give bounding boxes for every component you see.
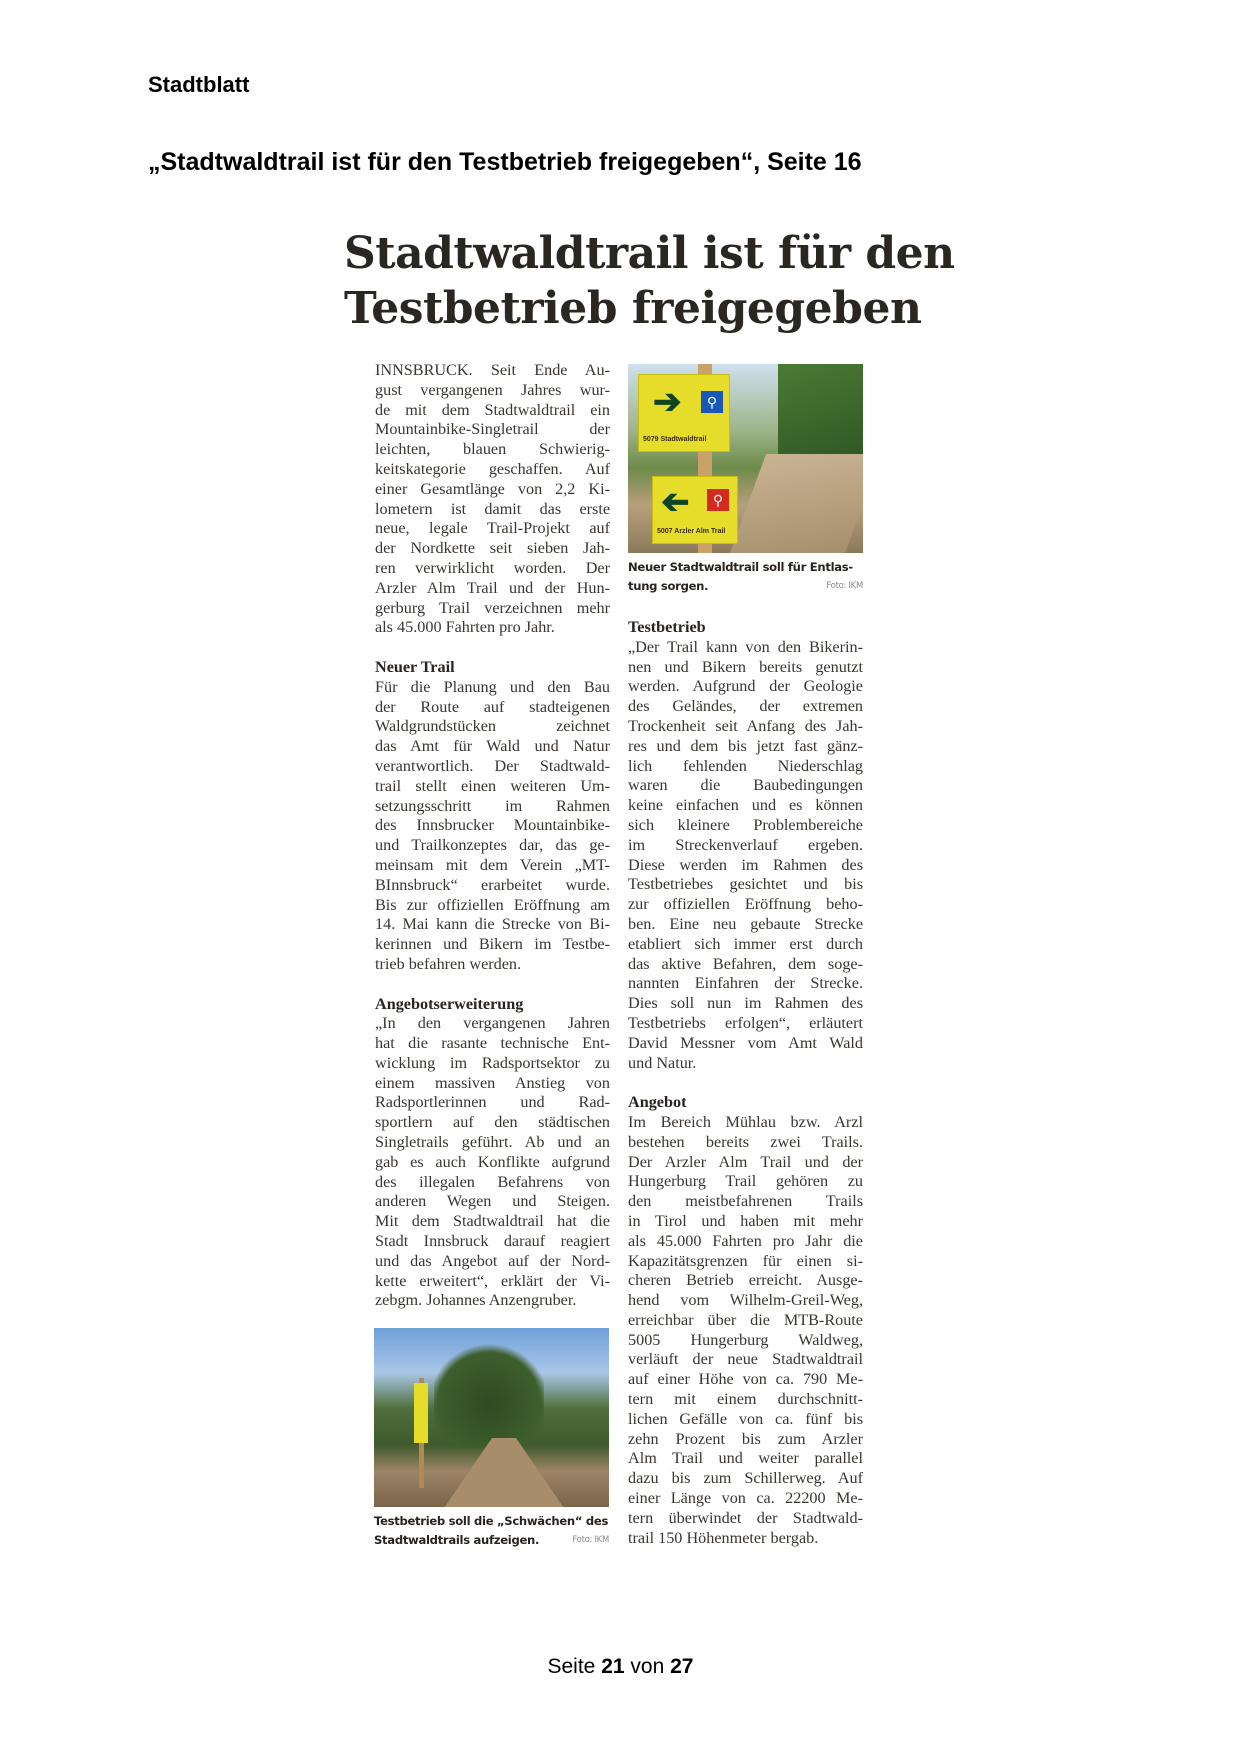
text-line: trail 150 Höhenmeter bergab. <box>628 1528 819 1547</box>
text-line: im Streckenverlauf ergeben. <box>628 835 863 854</box>
section-paragraph <box>375 1014 610 1311</box>
text-line: Diese werden im Rahmen des <box>628 855 863 874</box>
photo-trail-forest <box>374 1328 609 1507</box>
text-line: wicklung im Radsportsektor zu <box>375 1053 610 1072</box>
total-pages: 27 <box>670 1655 694 1678</box>
section-heading: Neuer Trail <box>375 657 455 676</box>
text-line: cheren Betrieb erreicht. Ausge- <box>628 1271 863 1290</box>
caption-line: Testbetrieb soll die „Schwächen“ des <box>374 1514 609 1528</box>
photo-path <box>444 1438 564 1507</box>
text-line: 14. Mai kann die Strecke von Bi- <box>375 915 610 934</box>
text-line: Für die Planung und den Bau <box>375 677 610 696</box>
text-line: und Trailkonzeptes dar, das ge- <box>375 836 610 855</box>
text-line: und Natur. <box>628 1053 697 1072</box>
caption-line: tung sorgen. <box>628 579 709 593</box>
page-prefix: Seite <box>547 1655 596 1678</box>
caption-line: Stadtwaldtrails aufzeigen. <box>374 1533 540 1547</box>
text-line: INNSBRUCK. Seit Ende Au- <box>375 361 610 379</box>
text-line: David Messner vom Amt Wald <box>628 1033 863 1052</box>
text-line: lich fehlenden Niederschlag <box>628 756 863 775</box>
photo-sign <box>414 1383 428 1443</box>
headline-line: Stadtwaldtrail ist für den <box>344 228 955 279</box>
column-left <box>375 361 610 1311</box>
page-number <box>0 1655 1241 1679</box>
text-line: dazu bis zum Schillerweg. Auf <box>628 1469 863 1488</box>
text-line: tern überwindet der Stadtwald- <box>628 1508 863 1527</box>
text-line: der Route auf stadteigenen <box>375 697 610 716</box>
headline <box>344 226 955 336</box>
text-line: des illegalen Befahrens von <box>375 1172 610 1191</box>
text-line: Dies soll nun im Rahmen des <box>628 994 863 1013</box>
photo-forest <box>778 364 863 454</box>
section-paragraph <box>628 1113 863 1549</box>
text-line: 5005 Hungerburg Waldweg, <box>628 1330 863 1349</box>
text-line: einer Gesamtlänge von 2,2 Ki- <box>375 479 610 498</box>
text-line: Im Bereich Mühlau bzw. Arzl <box>628 1112 863 1131</box>
caption-line: Neuer Stadtwaldtrail soll für Entlas- <box>628 560 853 574</box>
text-line: Kapazitätsgrenzen für einen si- <box>628 1251 863 1270</box>
text-line: Testbetriebes gesichtet und bis <box>628 875 863 894</box>
text-line: einer Länge von ca. 22200 Me- <box>628 1489 863 1508</box>
text-line: auf einer Höhe von ca. 790 Me- <box>628 1370 863 1389</box>
text-line: den meistbefahrenen Trails <box>628 1192 863 1211</box>
text-line: res und dem bis jetzt fast gänz- <box>628 736 863 755</box>
text-line: der Nordkette seit sieben Jah- <box>375 539 610 558</box>
text-line: etabliert sich immer erst durch <box>628 934 863 953</box>
photo-sign-left <box>652 476 738 544</box>
text-line: Der Arzler Alm Trail und der <box>628 1152 863 1171</box>
text-line: Singletrails geführt. Ab und an <box>375 1133 610 1152</box>
source-label: Stadtblatt <box>148 72 250 97</box>
text-line: gerburg Trail verzeichnen mehr <box>375 598 610 617</box>
text-line: das Amt für Wald und Natur <box>375 737 610 756</box>
column-right <box>628 618 863 1548</box>
text-line: nannten Einfahren der Strecke. <box>628 974 863 993</box>
photo-path <box>730 454 863 553</box>
text-line: zur offiziellen Eröffnung beho- <box>628 895 863 914</box>
sign-text: 5007 Arzler Alm Trail <box>657 528 726 535</box>
text-line: verläuft der neue Stadtwaldtrail <box>628 1350 863 1369</box>
text-line: zehn Prozent bis zum Arzler <box>628 1429 863 1448</box>
photo-credit: Foto: IKM <box>572 1535 609 1545</box>
text-line: gab es auch Konflikte aufgrund <box>375 1152 610 1171</box>
text-line: das aktive Befahren, dem soge- <box>628 954 863 973</box>
page-middle: von <box>630 1655 665 1678</box>
text-line: zebgm. Johannes Anzengruber. <box>375 1291 577 1310</box>
article-reference: „Stadtwaldtrail ist für den Testbetrieb freigegeben“, Seite 16 <box>148 148 862 176</box>
bike-icon: ⚲ <box>707 489 729 511</box>
text-line: Mit dem Stadtwaldtrail hat die <box>375 1212 610 1231</box>
intro-paragraph <box>375 361 610 638</box>
current-page: 21 <box>601 1655 625 1678</box>
text-line: ren verwirklicht worden. Der <box>375 558 610 577</box>
text-line: des Innsbrucker Mountainbike- <box>375 816 610 835</box>
text-line: kette erweitert“, erklärt der Vi- <box>375 1271 610 1290</box>
arrow-left-icon: ➔ <box>661 483 690 521</box>
text-line: leichten, blauen Schwierig- <box>375 440 610 459</box>
bike-icon: ⚲ <box>701 391 723 413</box>
photo-sign-right <box>638 374 730 452</box>
text-line: setzungsschritt im Rahmen <box>375 796 610 815</box>
text-line: lichen Gefälle von ca. fünf bis <box>628 1409 863 1428</box>
text-line: in Tirol und haben mit mehr <box>628 1211 863 1230</box>
text-line: gust vergangenen Jahres wur- <box>375 380 610 399</box>
text-line: als 45.000 Fahrten pro Jahr. <box>375 618 555 637</box>
text-line: „Der Trail kann von den Bikerin- <box>628 637 863 656</box>
text-line: trail stellt einen weiteren Um- <box>375 776 610 795</box>
text-line: neue, legale Trail-Projekt auf <box>375 519 610 538</box>
text-line: kerinnen und Bikern im Testbe- <box>375 935 610 954</box>
text-line: sportlern auf den städtischen <box>375 1113 610 1132</box>
text-line: Testbetriebs erfolgen“, erläutert <box>628 1013 863 1032</box>
text-line: als 45.000 Fahrten pro Jahr die <box>628 1231 863 1250</box>
text-line: Bis zur offiziellen Eröffnung am <box>375 895 610 914</box>
text-line: ben. Eine neu gebaute Strecke <box>628 914 863 933</box>
sign-text: 5079 Stadtwaldtrail <box>643 436 707 443</box>
text-line: sich kleinere Problembereiche <box>628 815 863 834</box>
photo-trees <box>434 1338 544 1448</box>
section-heading: Angebot <box>628 1093 687 1112</box>
text-line: erreichbar über die MTB-Route <box>628 1310 863 1329</box>
text-line: waren die Baubedingungen <box>628 776 863 795</box>
text-line: Trockenheit seit Anfang des Jah- <box>628 716 863 735</box>
photo-trail-signs <box>628 364 863 553</box>
text-line: keine einfachen und es können <box>628 796 863 815</box>
section-paragraph <box>375 678 610 975</box>
text-line: tern mit einem durchschnitt- <box>628 1390 863 1409</box>
text-line: und das Angebot auf der Nord- <box>375 1251 610 1270</box>
text-line: nen und Bikern bereits genutzt <box>628 657 863 676</box>
text-line: bestehen bereits zwei Trails. <box>628 1132 863 1151</box>
text-line: Hungerburg Trail gehören zu <box>628 1172 863 1191</box>
text-line: keitskategorie geschaffen. Auf <box>375 459 610 478</box>
photo-caption <box>374 1512 609 1550</box>
text-line: hend vom Wilhelm-Greil-Weg, <box>628 1291 863 1310</box>
text-line: des Geländes, der extremen <box>628 697 863 716</box>
photo-caption <box>628 558 863 596</box>
photo-credit: Foto: IKM <box>826 581 863 591</box>
text-line: meinsam mit dem Verein „MT- <box>375 855 610 874</box>
text-line: „In den vergangenen Jahren <box>375 1014 610 1033</box>
section-heading: Testbetrieb <box>628 618 706 636</box>
section-paragraph <box>628 638 863 1074</box>
text-line: verantwortlich. Der Stadtwald- <box>375 756 610 775</box>
text-line: lometern ist damit das erste <box>375 499 610 518</box>
text-line: werden. Aufgrund der Geologie <box>628 677 863 696</box>
text-line: BInnsbruck“ erarbeitet wurde. <box>375 875 610 894</box>
text-line: einem massiven Anstieg von <box>375 1073 610 1092</box>
text-line: anderen Wegen und Steigen. <box>375 1192 610 1211</box>
text-line: Alm Trail und weiter parallel <box>628 1449 863 1468</box>
headline-line: Testbetrieb freigegeben <box>344 283 922 334</box>
text-line: Arzler Alm Trail und der Hun- <box>375 578 610 597</box>
text-line: trieb befahren werden. <box>375 954 522 973</box>
text-line: Waldgrundstücken zeichnet <box>375 717 610 736</box>
text-line: de mit dem Stadtwaldtrail ein <box>375 400 610 419</box>
section-heading: Angebotserweiterung <box>375 994 524 1013</box>
text-line: hat die rasante technische Ent- <box>375 1034 610 1053</box>
text-line: Mountainbike-Singletrail der <box>375 420 610 439</box>
text-line: Radsportlerinnen und Rad- <box>375 1093 610 1112</box>
arrow-right-icon: ➔ <box>653 383 682 421</box>
text-line: Stadt Innsbruck darauf reagiert <box>375 1232 610 1251</box>
